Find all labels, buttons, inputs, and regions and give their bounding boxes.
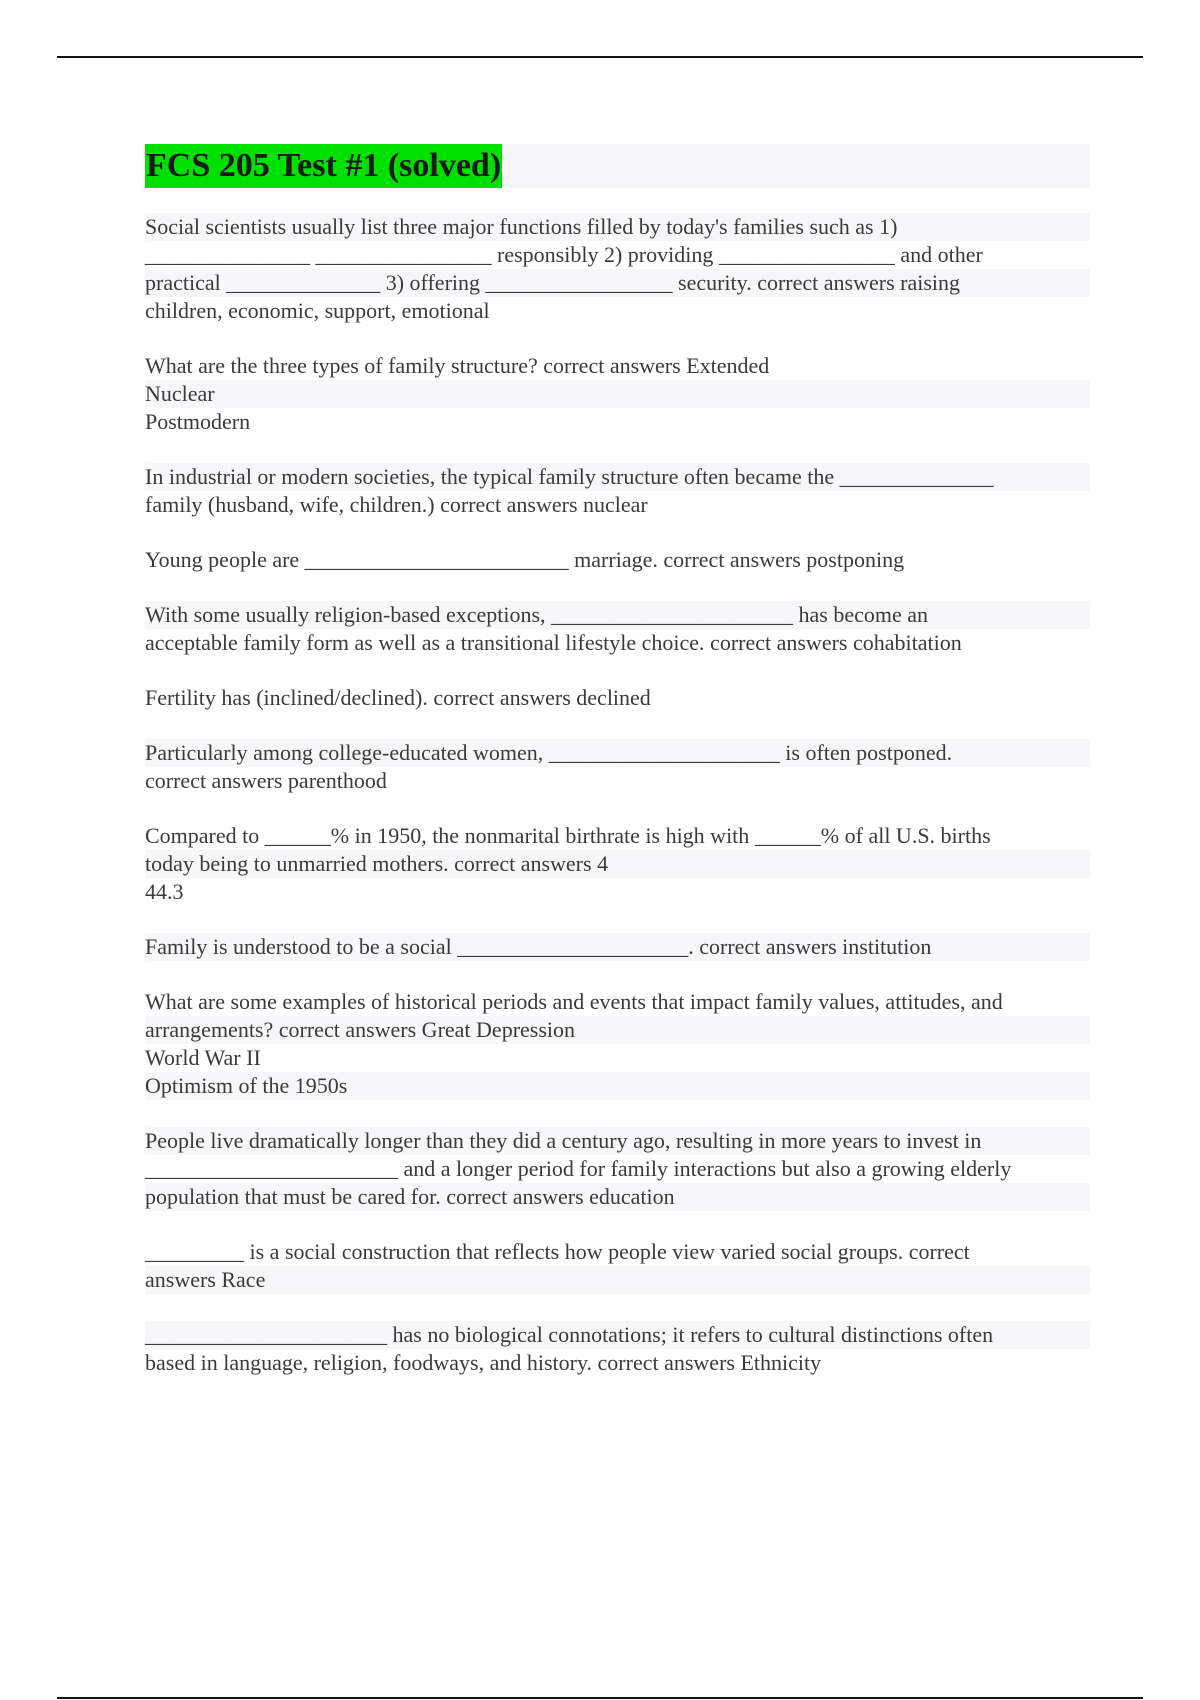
document-body xyxy=(145,144,1090,1404)
text-line: arrangements? correct answers Great Depression xyxy=(145,1016,1090,1044)
question-answer-item xyxy=(145,822,1090,906)
text-line: What are some examples of historical periods and events that impact family values, attitudes, and xyxy=(145,989,1003,1014)
text-line: 44.3 xyxy=(145,879,184,904)
text-line: Young people are ________________________ marriage. correct answers postponing xyxy=(145,547,905,572)
question-answer-item xyxy=(145,463,1090,519)
question-answer-item xyxy=(145,1321,1090,1377)
title-band xyxy=(145,144,1090,188)
text-line: _______________________ and a longer period for family interactions but also a growing elderly xyxy=(145,1156,1012,1181)
document-title: FCS 205 Test #1 (solved) xyxy=(145,144,502,188)
text-line: Particularly among college-educated women, _____________________ is often postponed. xyxy=(145,739,1090,767)
question-answer-item xyxy=(145,601,1090,657)
question-answer-item xyxy=(145,933,1090,961)
text-line: family (husband, wife, children.) correct answers nuclear xyxy=(145,492,648,517)
text-line: today being to unmarried mothers. correct answers 4 xyxy=(145,850,1090,878)
top-rule xyxy=(57,56,1143,58)
text-line: Family is understood to be a social _____________________. correct answers institution xyxy=(145,933,1090,961)
question-answer-item xyxy=(145,1238,1090,1294)
question-answer-item xyxy=(145,684,1090,712)
text-line: With some usually religion-based exceptions, ______________________ has become an xyxy=(145,601,1090,629)
text-line: children, economic, support, emotional xyxy=(145,298,490,323)
question-answer-item xyxy=(145,352,1090,436)
text-line: Compared to ______% in 1950, the nonmarital birthrate is high with ______% of all U.S. births xyxy=(145,823,991,848)
text-line: ______________________ has no biological connotations; it refers to cultural distinctions often xyxy=(145,1321,1090,1349)
text-line: Nuclear xyxy=(145,380,1090,408)
question-answer-item xyxy=(145,1127,1090,1211)
text-line: In industrial or modern societies, the typical family structure often became the ______________ xyxy=(145,463,1090,491)
question-answer-item xyxy=(145,739,1090,795)
text-line: What are the three types of family structure? correct answers Extended xyxy=(145,353,770,378)
text-line: Optimism of the 1950s xyxy=(145,1072,1090,1100)
text-line: _______________ ________________ responsibly 2) providing ________________ and other xyxy=(145,242,983,267)
text-line: _________ is a social construction that reflects how people view varied social groups. correct xyxy=(145,1239,970,1264)
text-line: People live dramatically longer than they did a century ago, resulting in more years to invest in xyxy=(145,1127,1090,1155)
text-line: based in language, religion, foodways, and history. correct answers Ethnicity xyxy=(145,1350,822,1375)
text-line: World War II xyxy=(145,1045,261,1070)
text-line: answers Race xyxy=(145,1266,1090,1294)
question-list xyxy=(145,213,1090,1377)
text-line: practical ______________ 3) offering _________________ security. correct answers raising xyxy=(145,269,1090,297)
text-line: Postmodern xyxy=(145,409,251,434)
text-line: acceptable family form as well as a transitional lifestyle choice. correct answers cohabitation xyxy=(145,630,962,655)
question-answer-item xyxy=(145,213,1090,325)
text-line: correct answers parenthood xyxy=(145,768,387,793)
text-line: Fertility has (inclined/declined). correct answers declined xyxy=(145,685,651,710)
question-answer-item xyxy=(145,988,1090,1100)
question-answer-item xyxy=(145,546,1090,574)
bottom-rule xyxy=(57,1697,1143,1699)
text-line: Social scientists usually list three major functions filled by today's families such as 1) xyxy=(145,213,1090,241)
text-line: population that must be cared for. correct answers education xyxy=(145,1183,1090,1211)
